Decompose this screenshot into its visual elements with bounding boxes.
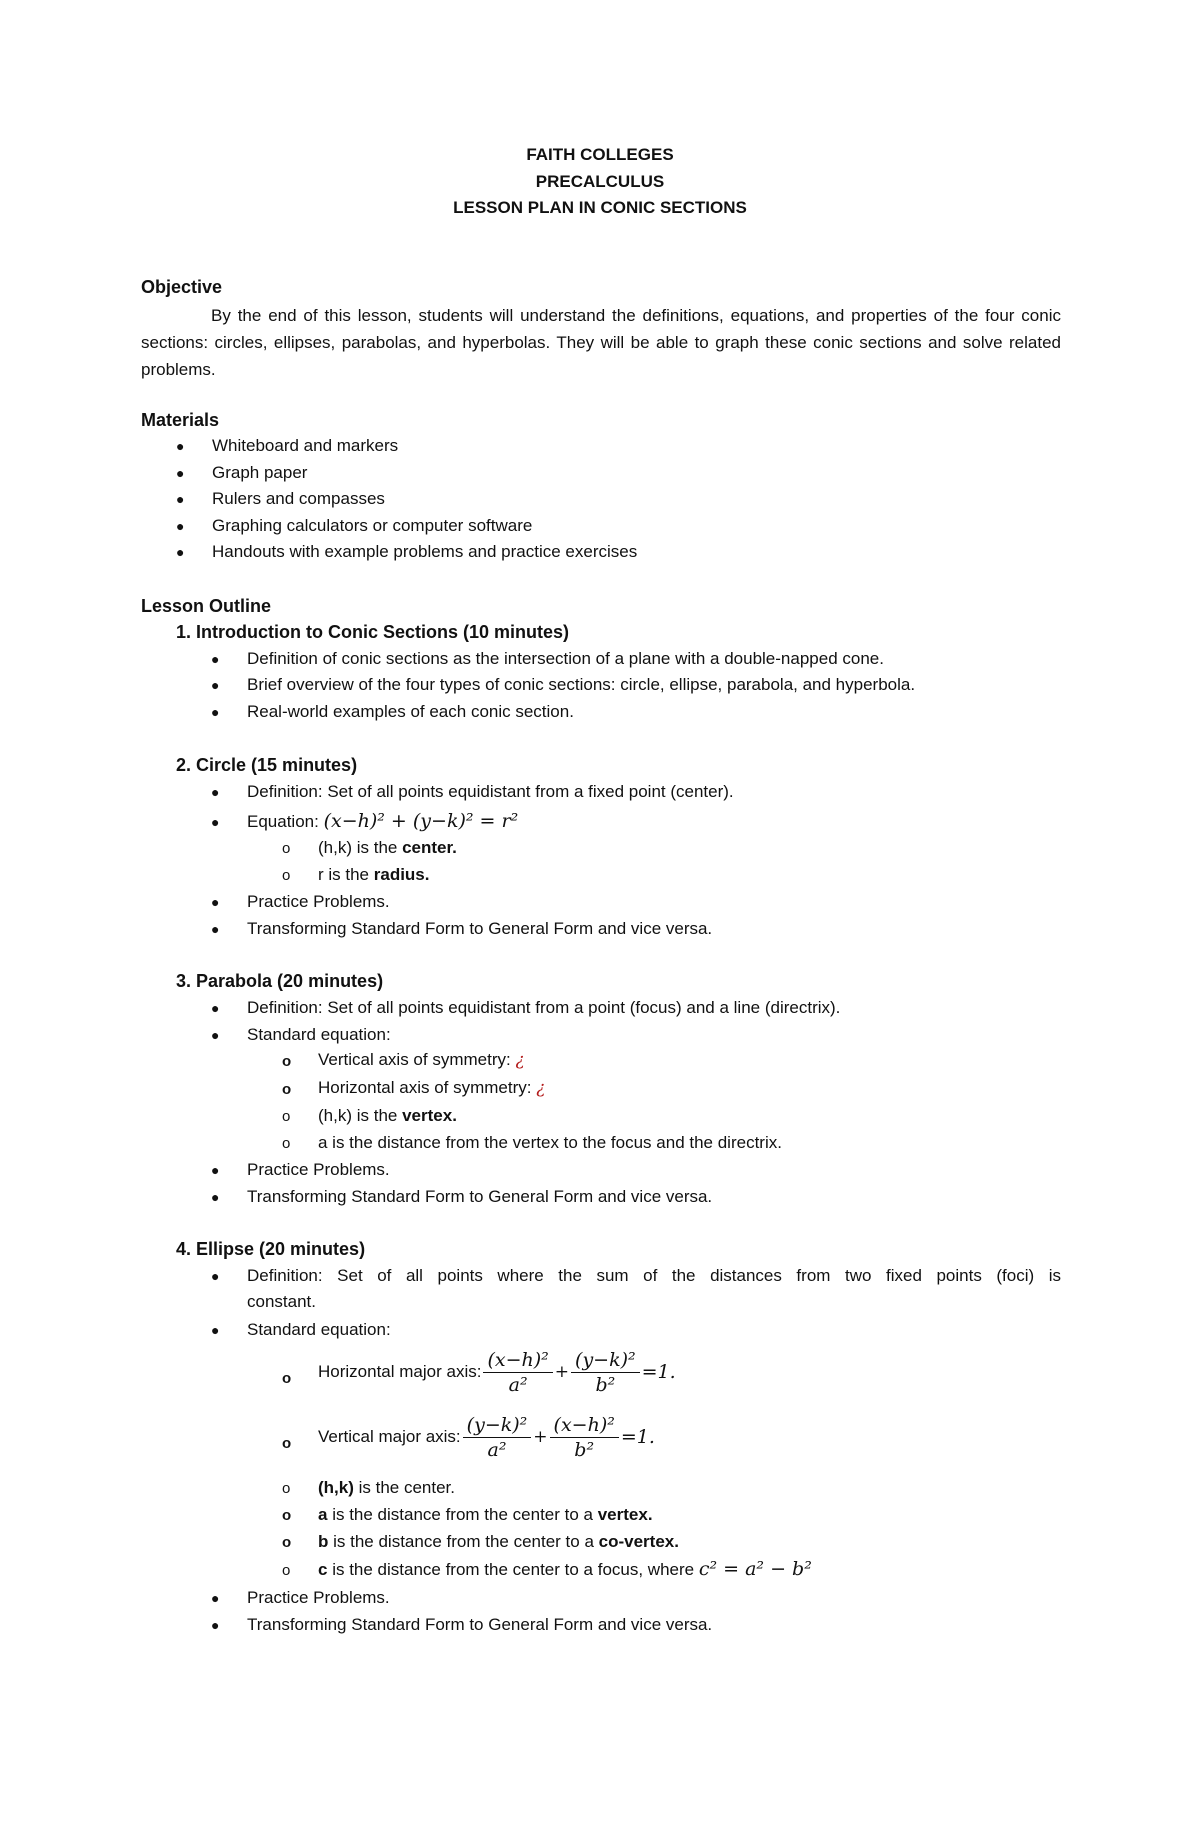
sub-item	[318, 1478, 455, 1498]
bullet-icon: ●	[176, 438, 185, 454]
list-item: Standard equation:	[247, 1025, 391, 1044]
list-item: Practice Problems.	[247, 1160, 390, 1179]
fraction	[571, 1349, 640, 1396]
equation-label: Horizontal major axis:	[318, 1362, 482, 1381]
bullet-icon: ●	[211, 1189, 220, 1205]
equation-label: Vertical major axis:	[318, 1427, 461, 1446]
list-item: Transforming Standard Form to General Form and vice versa.	[247, 919, 713, 938]
sub-bullet-icon: o	[282, 1507, 292, 1524]
fraction-numerator: (x−h)²	[550, 1414, 619, 1438]
bullet-icon: ●	[176, 544, 185, 560]
bullet-icon: ●	[211, 784, 220, 800]
bullet-icon: ●	[211, 651, 220, 667]
sub-item-text: Horizontal axis of symmetry:	[318, 1078, 537, 1097]
sub-bullet-icon: o	[282, 1562, 291, 1579]
sub-item-bold: c	[318, 1560, 328, 1579]
list-item: Graphing calculators or computer software	[212, 516, 533, 535]
bullet-icon: ●	[211, 894, 220, 910]
section-4-title: 4. Ellipse (20 minutes)	[176, 1239, 366, 1259]
objective-heading: Objective	[141, 277, 223, 297]
bullet-icon: ●	[211, 1162, 220, 1178]
sub-item-bold: co-vertex.	[598, 1532, 679, 1551]
sub-item-text: (h,k) is the	[318, 838, 403, 857]
fraction-denominator: b²	[574, 1438, 595, 1461]
plus-sign: +	[533, 1427, 548, 1447]
sub-item-bold: vertex.	[402, 1106, 457, 1125]
sub-bullet-icon: o	[282, 867, 291, 884]
plus-sign: +	[554, 1362, 570, 1382]
sub-item-text: is the distance from the center to a	[328, 1532, 599, 1551]
bullet-icon: ●	[211, 1000, 220, 1016]
sub-bullet-icon: o	[282, 1370, 292, 1387]
list-item: Practice Problems.	[247, 1588, 390, 1607]
section-3-title: 3. Parabola (20 minutes)	[176, 971, 384, 991]
section-1-title: 1. Introduction to Conic Sections (10 minutes)	[176, 622, 570, 642]
sub-item-bold: radius.	[373, 865, 430, 884]
list-item: Real-world examples of each conic section.	[247, 702, 574, 721]
fraction-numerator: (x−h)²	[483, 1349, 552, 1373]
section-2-title: 2. Circle (15 minutes)	[176, 755, 358, 775]
fraction	[483, 1349, 552, 1396]
list-item: Transforming Standard Form to General Form and vice versa.	[247, 1615, 713, 1634]
fraction-denominator: a²	[487, 1438, 507, 1461]
equals-one: =1.	[641, 1361, 676, 1383]
sub-item	[318, 1050, 525, 1070]
sub-item-bold: b	[318, 1532, 329, 1551]
school-name: FAITH COLLEGES	[526, 145, 674, 164]
list-item: Whiteboard and markers	[212, 436, 399, 455]
circle-equation-line	[247, 810, 518, 832]
sub-item	[318, 1505, 653, 1525]
equation-label: Equation:	[247, 812, 324, 831]
bullet-icon: ●	[211, 1590, 220, 1606]
bullet-icon: ●	[211, 1617, 220, 1633]
materials-heading: Materials	[141, 410, 220, 430]
bullet-icon: ●	[211, 704, 220, 720]
fraction-denominator: b²	[595, 1373, 616, 1396]
sub-item-text: (h,k) is the	[318, 1106, 403, 1125]
sub-bullet-icon: o	[282, 1480, 291, 1497]
fraction-numerator: (y−k)²	[463, 1414, 532, 1438]
bullet-icon: ●	[211, 1322, 220, 1338]
horizontal-major-axis-line	[318, 1342, 676, 1402]
parabola-definition: Definition: Set of all points equidistant from a point (focus) and a line (directrix).	[247, 998, 841, 1017]
sub-item-bold: center.	[402, 838, 457, 857]
bullet-icon: ●	[211, 1027, 220, 1043]
sub-item-text: is the center.	[353, 1478, 456, 1497]
sub-item-text: is the distance from the center to a	[327, 1505, 598, 1524]
sub-item-bold: vertex.	[597, 1505, 653, 1524]
list-item: Practice Problems.	[247, 892, 390, 911]
bullet-icon: ●	[176, 491, 185, 507]
sub-item-bold: a	[318, 1505, 328, 1524]
ellipse-definition-line2: constant.	[247, 1292, 316, 1311]
bullet-icon: ●	[176, 465, 185, 481]
foci-equation: c² = a² − b²	[698, 1558, 812, 1580]
sub-item: a is the distance from the vertex to the focus and the directrix.	[318, 1133, 782, 1152]
course-name: PRECALCULUS	[535, 172, 665, 191]
list-item: Brief overview of the four types of conic sections: circle, ellipse, parabola, and hyperbola.	[247, 675, 916, 694]
sub-item-text: r is the	[318, 865, 374, 884]
circle-definition: Definition: Set of all points equidistant from a fixed point (center).	[247, 782, 734, 801]
missing-equation-glyph: ¿	[515, 1050, 525, 1070]
sub-item	[318, 1558, 812, 1580]
ellipse-definition-line1: Definition: Set of all points where the sum of the distances from two fixed points (foci) is	[247, 1266, 1061, 1285]
sub-item-text: is the distance from the center to a focus, where	[327, 1560, 699, 1579]
fraction	[550, 1414, 619, 1461]
sub-item	[318, 1106, 457, 1126]
sub-bullet-icon: o	[282, 1053, 292, 1070]
list-item: Standard equation:	[247, 1320, 391, 1339]
sub-item	[318, 1532, 679, 1552]
fraction-denominator: a²	[508, 1373, 528, 1396]
list-item: Rulers and compasses	[212, 489, 385, 508]
sub-item-bold: (h,k)	[318, 1478, 354, 1497]
sub-bullet-icon: o	[282, 1081, 292, 1098]
objective-text: By the end of this lesson, students will understand the definitions, equations, and properties of the four conic sections: circles, ellipses, parabolas, and hyperbolas. They will be able to graph these conic sections and solve related problems.	[141, 306, 1061, 379]
sub-item	[318, 865, 430, 885]
fraction-numerator: (y−k)²	[571, 1349, 640, 1373]
sub-bullet-icon: o	[282, 1534, 292, 1551]
sub-item	[318, 838, 457, 858]
sub-bullet-icon: o	[282, 840, 291, 857]
sub-bullet-icon: o	[282, 1435, 292, 1452]
equals-one: =1.	[620, 1426, 655, 1448]
document-title: LESSON PLAN IN CONIC SECTIONS	[453, 198, 747, 217]
bullet-icon: ●	[211, 921, 220, 937]
bullet-icon: ●	[211, 1268, 220, 1284]
missing-equation-glyph: ¿	[536, 1078, 546, 1098]
fraction	[463, 1414, 532, 1461]
list-item: Transforming Standard Form to General Form and vice versa.	[247, 1187, 713, 1206]
outline-heading: Lesson Outline	[141, 596, 272, 616]
list-item: Definition of conic sections as the intersection of a plane with a double-napped cone.	[247, 649, 884, 668]
list-item: Handouts with example problems and practice exercises	[212, 542, 638, 561]
sub-item-text: Vertical axis of symmetry:	[318, 1050, 516, 1069]
sub-item	[318, 1078, 545, 1098]
vertical-major-axis-line	[318, 1407, 655, 1467]
sub-bullet-icon: o	[282, 1108, 291, 1125]
sub-bullet-icon: o	[282, 1135, 291, 1152]
bullet-icon: ●	[176, 518, 185, 534]
bullet-icon: ●	[211, 814, 220, 830]
list-item: Graph paper	[212, 463, 308, 482]
bullet-icon: ●	[211, 677, 220, 693]
circle-equation: (x−h)² + (y−k)² = r²	[323, 810, 519, 832]
